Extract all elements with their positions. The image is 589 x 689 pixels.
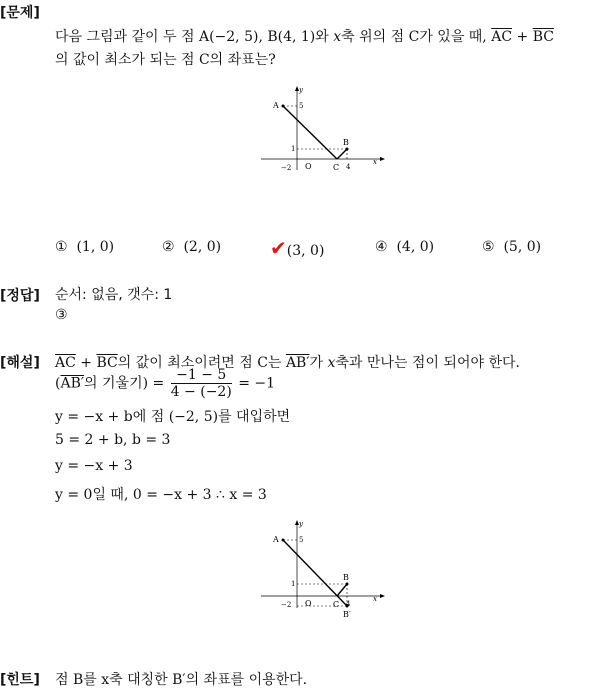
option-1[interactable]: ① (1, 0) — [55, 239, 115, 255]
solution-line-6: y = 0일 때, 0 = −x + 3 ∴ x = 3 — [55, 487, 267, 503]
fig1-x-label: x — [373, 158, 377, 166]
problem-line-2: 의 값이 최소가 되는 점 C의 좌표는? — [55, 52, 276, 68]
problem-label: [문제] — [0, 5, 40, 21]
answer-line-1: 순서: 없음, 갯수: 1 — [55, 287, 173, 303]
fig1-C-label: C — [333, 163, 340, 172]
fig2-one-label: 1 — [291, 580, 296, 588]
fig1-four-label: 4 — [346, 163, 351, 171]
fig2-C-label: C — [333, 600, 340, 609]
solution-figure — [255, 518, 395, 623]
option-3-selected[interactable]: ✔(3, 0) — [270, 236, 325, 260]
fig1-B-label: B — [343, 138, 349, 147]
solution-line-1: $\overline{AC} + \overline{BC}$의 값이 최소이려면 점 C는 AB′가 x축과 만나는 점이 되어야 한다. — [55, 355, 520, 371]
fig2-x-label: x — [373, 595, 377, 603]
fig2-four-label: 4 — [346, 600, 351, 608]
solution-line-4: 5 = 2 + b, b = 3 — [55, 432, 171, 448]
fig1-neg2-label: −2 — [281, 164, 292, 172]
option-5[interactable]: ⑤ (5, 0) — [482, 239, 542, 255]
fig2-B-label: B — [343, 573, 349, 582]
problem-figure — [255, 84, 395, 184]
solution-line-5: y = −x + 3 — [55, 458, 133, 474]
answer-line-2: ③ — [55, 307, 68, 323]
fig2-y-label: y — [299, 520, 303, 528]
fig1-five-label: 5 — [299, 102, 304, 110]
fig2-A-label: A — [273, 535, 279, 544]
fig1-y-label: y — [299, 86, 303, 94]
fig1-O-label: O — [305, 162, 312, 171]
slope-fraction: $\frac{-1 - 5}{4 - (-2)}$ — [170, 367, 232, 400]
solution-line-3: y = −x + b에 점 (−2, 5)를 대입하면 — [55, 409, 291, 425]
fig2-Bprime-label: B′ — [343, 610, 351, 619]
hint-text: 점 B를 x축 대칭한 B′의 좌표를 이용한다. — [55, 672, 308, 688]
fig2-O-label: O — [305, 599, 312, 608]
answer-label: [정답] — [0, 288, 40, 304]
checkmark-icon: ✔ — [270, 236, 287, 260]
fig2-five-label: 5 — [299, 536, 304, 544]
fig2-neg2-label: −2 — [281, 601, 292, 609]
option-4[interactable]: ④ (4, 0) — [375, 239, 435, 255]
solution-label: [해설] — [0, 355, 40, 371]
hint-label: [힌트] — [0, 672, 40, 688]
option-2[interactable]: ② (2, 0) — [162, 239, 222, 255]
fig1-one-label: 1 — [291, 145, 296, 153]
problem-line-1: 다음 그림과 같이 두 점 A(−2, 5), B(4, 1)와 x축 위의 점 C가 있을 때, $\overline{AC} + \overline{BC}$ — [55, 29, 554, 45]
fig1-A-label: A — [273, 101, 279, 110]
solution-line-2: (AB′의 기울기) = $\frac{-1 - 5}{4 - (-2)}$ = −1 — [55, 367, 276, 400]
